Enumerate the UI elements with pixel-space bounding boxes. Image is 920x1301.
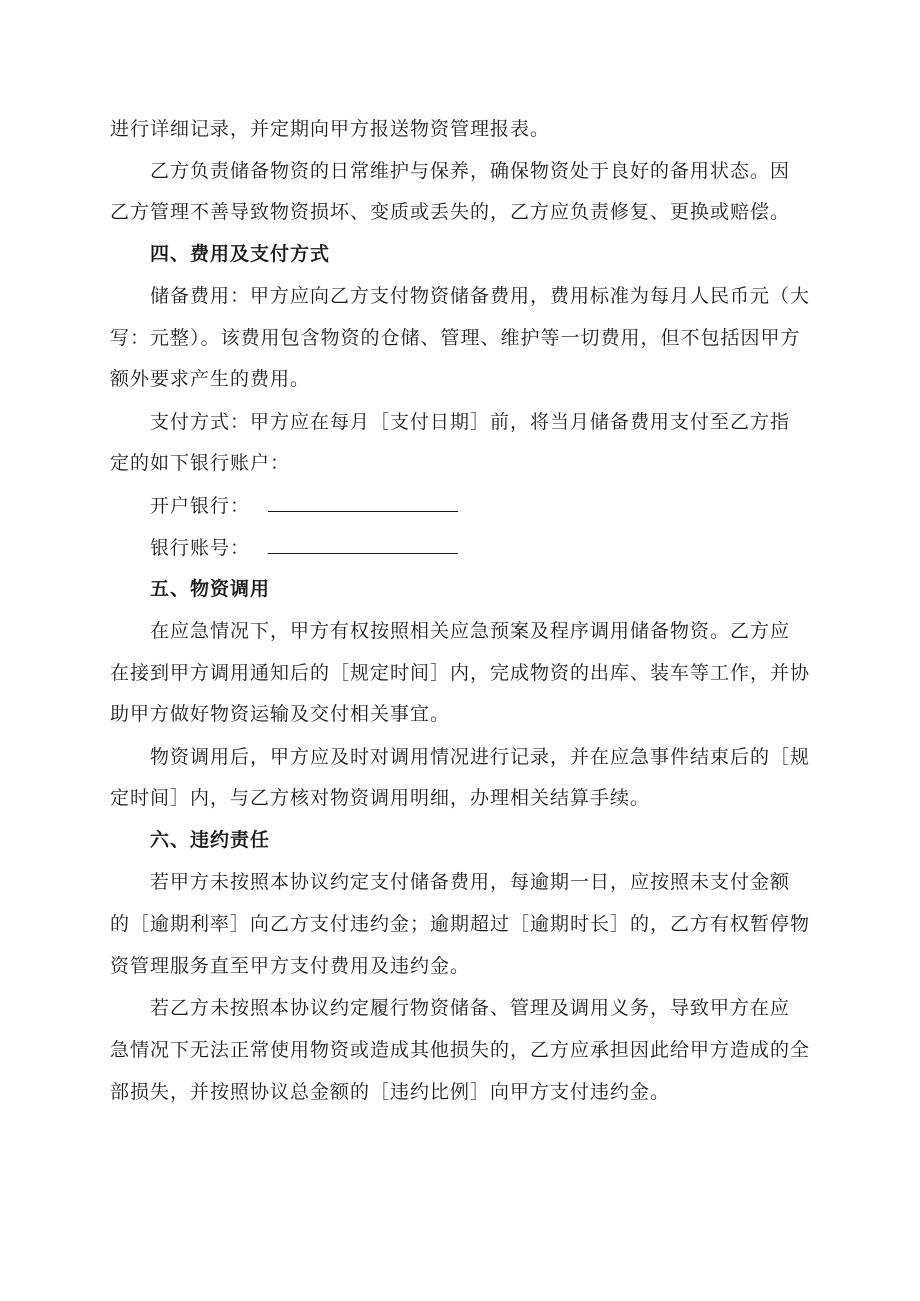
paragraph-line: 急情况下无法正常使用物资或造成其他损失的，乙方应承担因此给甲方造成的全	[110, 1039, 811, 1061]
section-heading-dispatch: 五、物资调用	[150, 578, 271, 600]
paragraph-line: 的［逾期利率］向乙方支付违约金；逾期超过［逾期时长］的，乙方有权暂停物	[110, 913, 811, 935]
paragraph-line: 定的如下银行账户：	[110, 452, 291, 474]
section-heading-liability: 六、违约责任	[150, 829, 271, 851]
paragraph-line: 写：元整）。该费用包含物资的仓储、管理、维护等一切费用，但不包括因甲方	[110, 327, 801, 349]
paragraph-line: 助甲方做好物资运输及交付相关事宜。	[110, 703, 451, 725]
paragraph-line: 支付方式：甲方应在每月［支付日期］前，将当月储备费用支付至乙方指	[150, 411, 791, 433]
paragraph-line: 物资调用后，甲方应及时对调用情况进行记录，并在应急事件结束后的［规	[150, 746, 811, 768]
bank-account-label: 银行账号：	[150, 537, 251, 559]
paragraph-line: 在接到甲方调用通知后的［规定时间］内，完成物资的出库、装车等工作，并协	[110, 662, 811, 684]
paragraph-line: 额外要求产生的费用。	[110, 368, 311, 390]
bank-name-blank	[268, 493, 458, 512]
paragraph-line: 若乙方未按照本协议约定履行物资储备、管理及调用义务，导致甲方在应	[150, 997, 791, 1019]
paragraph-line: 乙方负责储备物资的日常维护与保养，确保物资处于良好的备用状态。因	[150, 160, 791, 182]
paragraph-line: 进行详细记录，并定期向甲方报送物资管理报表。	[110, 118, 551, 140]
paragraph-line: 部损失，并按照协议总金额的［违约比例］向甲方支付违约金。	[110, 1081, 671, 1103]
paragraph-line: 定时间］内，与乙方核对物资调用明细，办理相关结算手续。	[110, 787, 651, 809]
section-heading-fees: 四、费用及支付方式	[150, 243, 331, 265]
bank-name-row	[150, 493, 810, 518]
paragraph-line: 若甲方未按照本协议约定支付储备费用，每逾期一日，应按照未支付金额	[150, 871, 791, 893]
paragraph-line: 乙方管理不善导致物资损坏、变质或丢失的，乙方应负责修复、更换或赔偿。	[110, 201, 791, 223]
paragraph-line: 资管理服务直至甲方支付费用及违约金。	[110, 955, 471, 977]
bank-account-blank	[268, 535, 458, 554]
bank-account-row	[150, 535, 810, 560]
paragraph-line: 在应急情况下，甲方有权按照相关应急预案及程序调用储备物资。乙方应	[150, 620, 791, 642]
paragraph-line: 储备费用：甲方应向乙方支付物资储备费用，费用标准为每月人民币元（大	[150, 285, 811, 307]
bank-name-label: 开户银行：	[150, 495, 251, 517]
